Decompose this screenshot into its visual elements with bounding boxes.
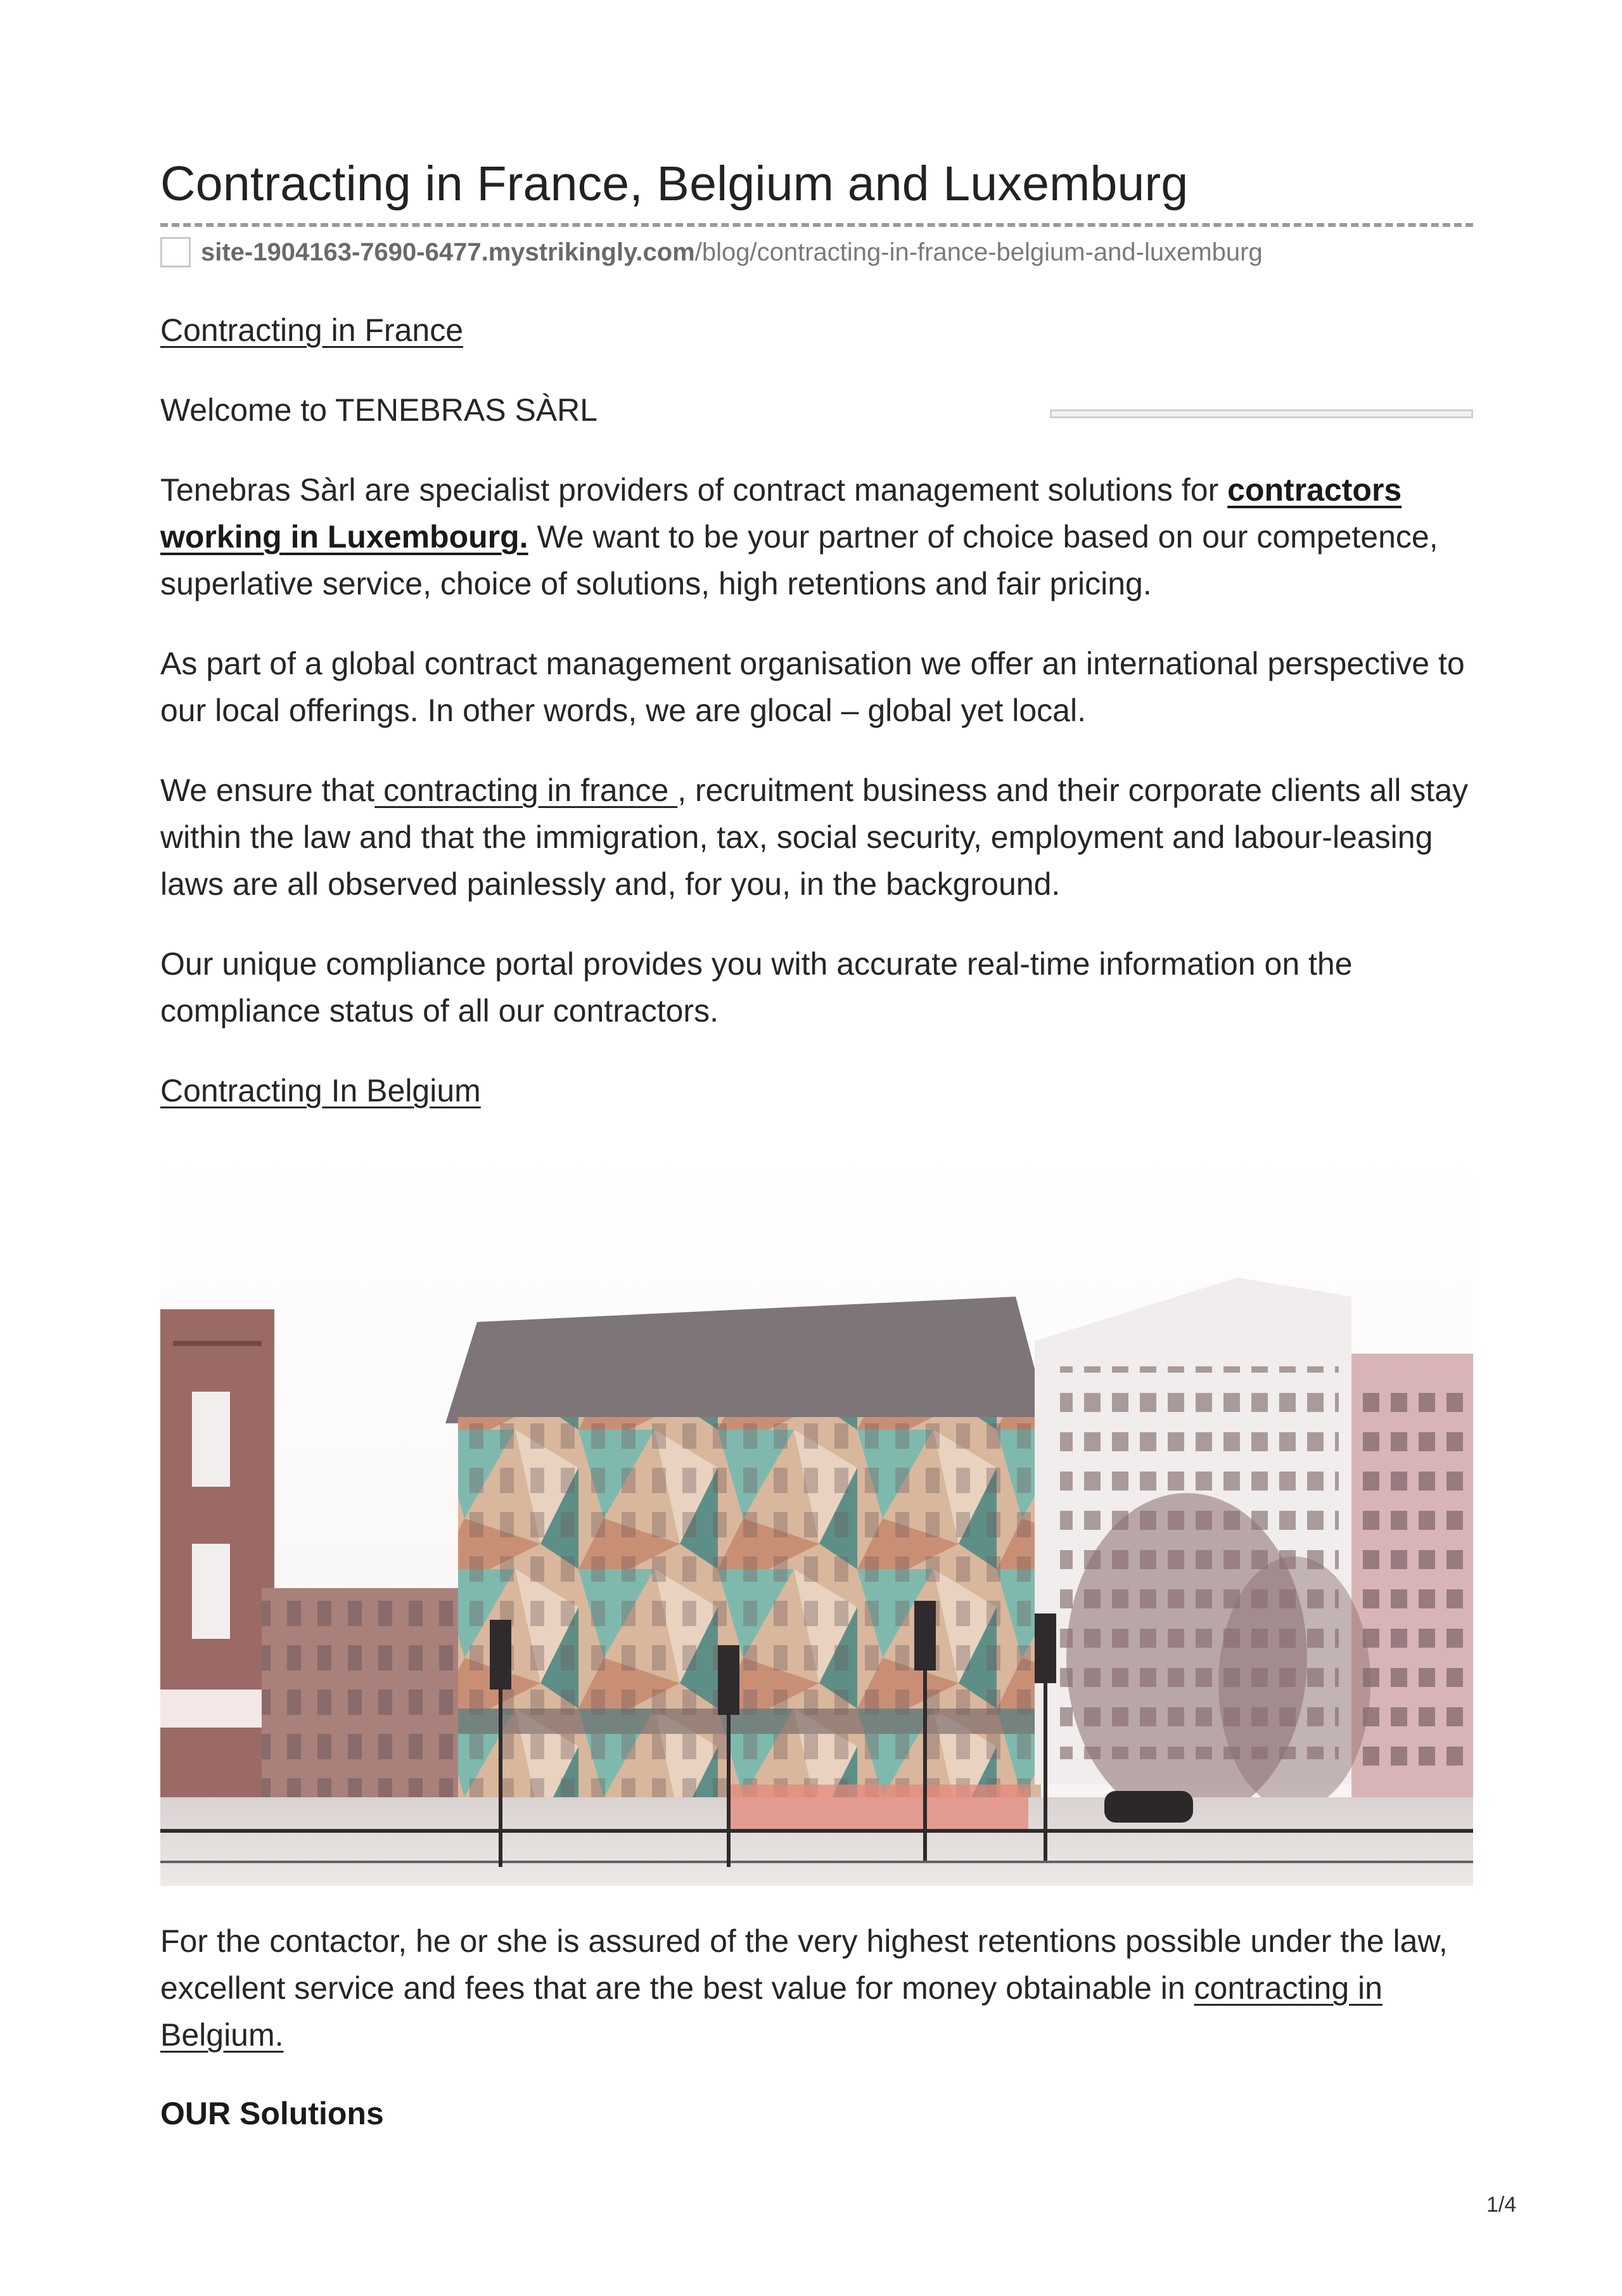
paragraph-portal: Our unique compliance portal provides you with accurate real-time information on the compliance status of all our contractors. (160, 946, 1353, 1029)
paragraph-intro-rest: We want to be your partner of choice based on our competence, superlative service, choice of solutions, high retentions and fair pricing. (160, 519, 1438, 601)
street-photo (160, 1151, 1473, 1886)
paragraph-glocal: As part of a global contract management organisation we offer an international perspective to our local offerings. In other words, we are glocal – global yet local. (160, 646, 1465, 728)
paragraph-compliance (160, 767, 1473, 907)
article-title: Contracting in France, Belgium and Luxemburg (160, 157, 1189, 211)
source-line (160, 234, 1473, 270)
our-solutions-heading: OUR Solutions (160, 2096, 384, 2131)
source-url[interactable] (201, 238, 1263, 267)
contracting-in-france-link[interactable]: Contracting in France (160, 312, 464, 348)
paragraph-compliance-rest: , recruitment business and their corporate clients all stay within the law and that the immigration, tax, social security, employment and labour-leasing laws are all observed painlessly and, for you, in the background. (160, 773, 1469, 902)
title-divider (160, 223, 1473, 227)
paragraph-belgium-text: For the contactor, he or she is assured of the very highest retentions possible under the law, excellent service and fees that are the best value for money obtainable in (160, 1923, 1448, 2006)
section-link-france (160, 307, 1473, 354)
section-link-belgium (160, 1067, 1473, 1114)
contracting-belgium-inline-link[interactable]: contracting in Belgium. (160, 1970, 1383, 2053)
contracting-france-inline-link[interactable]: contracting in france (374, 773, 678, 808)
welcome-row (160, 387, 1473, 433)
contractors-luxembourg-link[interactable]: contractors working in Luxembourg. (160, 472, 1402, 555)
welcome-text: Welcome to TENEBRAS SÀRL (160, 392, 598, 428)
paragraph-compliance-text: We ensure that (160, 773, 375, 808)
page-number: 1/4 (1486, 2193, 1517, 2217)
source-domain: site-1904163-7690-6477.mystrikingly.com (201, 238, 695, 266)
favicon-icon (160, 237, 191, 267)
source-path: /blog/contracting-in-france-belgium-and-luxemburg (694, 238, 1263, 266)
contracting-in-belgium-link[interactable]: Contracting In Belgium (160, 1073, 481, 1108)
paragraph-belgium (160, 1918, 1473, 2058)
paragraph-intro-text: Tenebras Sàrl are specialist providers of contract management solutions for (160, 472, 1228, 508)
input-bar (1050, 409, 1473, 418)
paragraph-intro (160, 466, 1473, 607)
article (160, 152, 1473, 2169)
